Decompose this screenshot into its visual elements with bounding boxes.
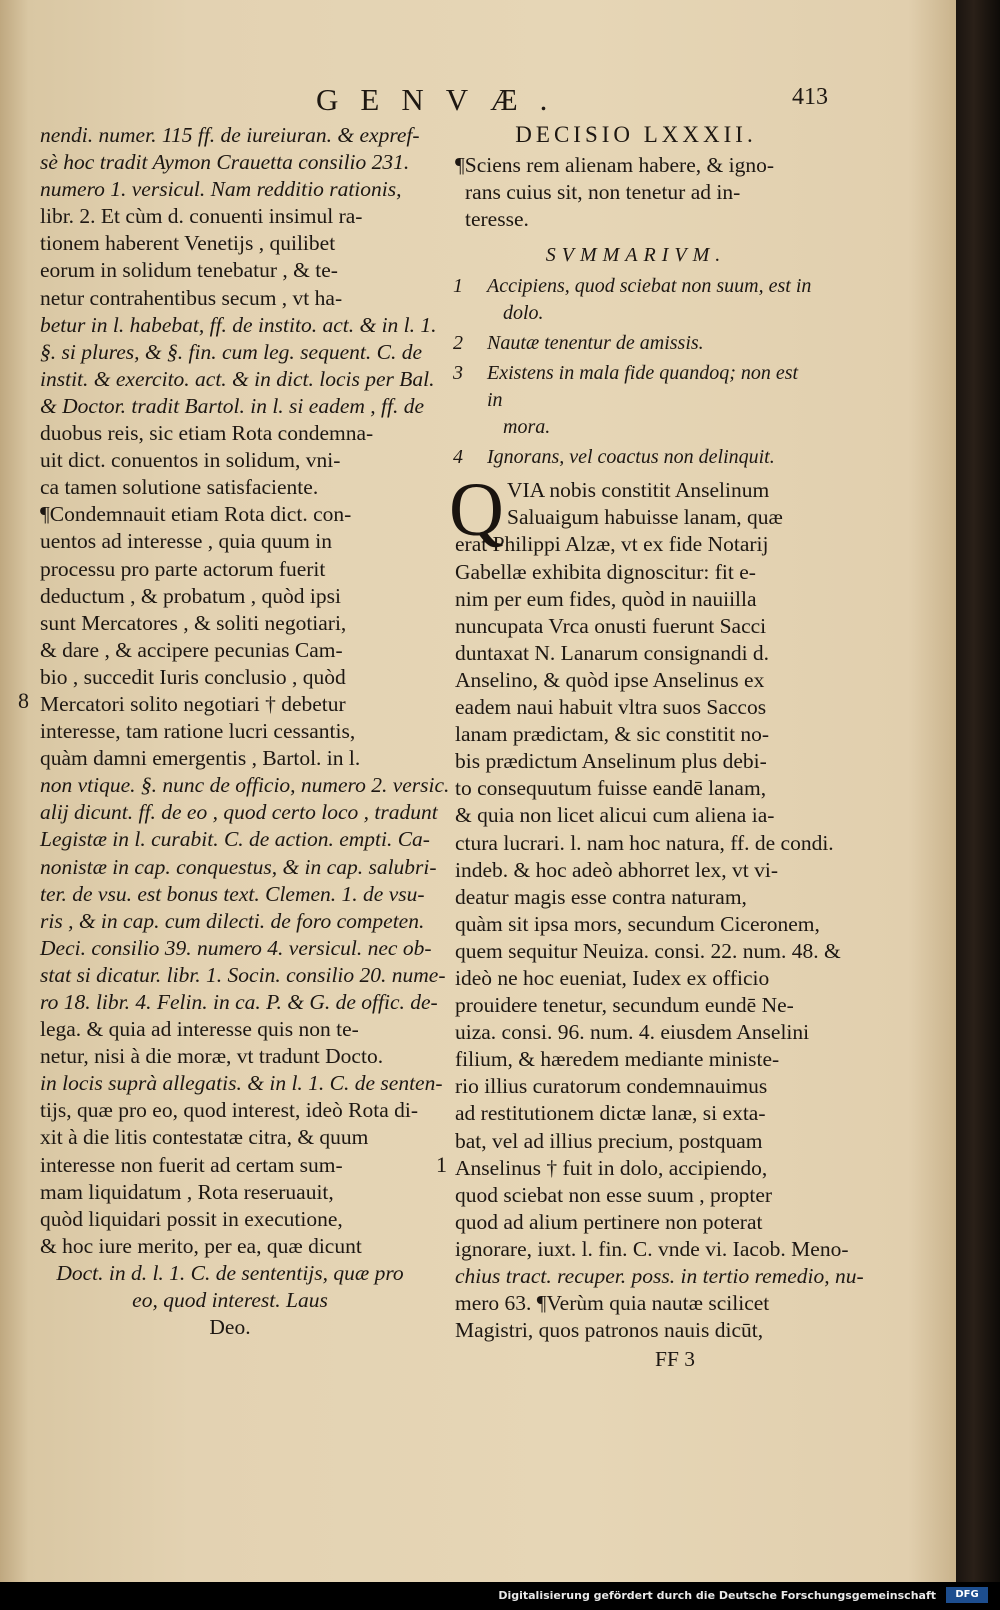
text-line: ro 18. libr. 4. Felin. in ca. P. & G. de offic. de- xyxy=(40,990,438,1014)
summarium-number: 3 xyxy=(453,362,463,385)
text-line: rans cuius sit, non tenetur ad in- xyxy=(465,180,741,205)
text-line: ad restitutionem dictæ lanæ, si exta- xyxy=(455,1101,766,1126)
text-line: bis prædictum Anselinum plus debi- xyxy=(455,749,767,774)
text-line: filium, & hæredem mediante ministe- xyxy=(455,1047,780,1072)
text-line: Deo. xyxy=(209,1315,251,1340)
text-line: chius tract. recuper. poss. in tertio remedio, nu- xyxy=(455,1264,864,1288)
text-line: & hoc iure merito, per ea, quæ dicunt xyxy=(40,1233,362,1258)
text-line: in locis suprà allegatis. & in l. 1. C. de senten- xyxy=(40,1071,443,1096)
text-line: netur contrahentibus secum , vt ha- xyxy=(40,285,343,310)
text-line: uentos ad interesse , quia quum in xyxy=(40,529,332,554)
footer-bar xyxy=(0,1582,1000,1610)
footer-credit: Digitalisierung gefördert durch die Deutsche Forschungsgemeinschaft xyxy=(498,1589,936,1602)
summarium-number: 2 xyxy=(453,332,463,355)
text-line: numero 1. versicul. Nam redditio rationis, xyxy=(40,177,402,202)
text-line: quàm damni emergentis , Bartol. in l. xyxy=(40,746,361,771)
text-line: netur, nisi à die moræ, vt tradunt Docto. xyxy=(40,1044,384,1069)
text-line: ca tamen solutione satisfaciente. xyxy=(40,475,319,500)
text-line: interesse non fuerit ad certam sum- xyxy=(40,1152,343,1177)
text-line: quod ad alium pertinere non poterat xyxy=(455,1209,763,1234)
margin-note-number: 8 xyxy=(18,688,29,713)
text-line: deatur magis esse contra naturam, xyxy=(455,884,747,909)
text-line: Anselinus † fuit in dolo, accipiendo, xyxy=(455,1155,768,1180)
text-line: non vtique. §. nunc de officio, numero 2. versic. xyxy=(40,773,450,798)
text-line: ¶Condemnauit etiam Rota dict. con- xyxy=(40,502,352,527)
text-line: tionem haberent Venetijs , quilibet xyxy=(40,231,336,256)
text-line: ¶Sciens rem alienam habere, & igno- xyxy=(455,153,774,177)
summarium-text: Existens in mala fide quandoq; non est in xyxy=(487,362,799,412)
signature-mark: FF 3 xyxy=(655,1347,696,1372)
text-line: & quia non licet alicui cum aliena ia- xyxy=(455,803,775,828)
text-line: nendi. numer. 115 ff. de iureiuran. & expref- xyxy=(40,123,420,147)
text-line: nim per eum fides, quòd in nauiilla xyxy=(455,586,757,611)
text-line: tijs, quæ pro eo, quod interest, ideò Rota di- xyxy=(40,1098,418,1123)
text-line: erat Philippi Alzæ, vt ex fide Notarij xyxy=(455,532,769,557)
page-header xyxy=(300,80,900,120)
text-line: Legistæ in l. curabit. C. de action. empti. Ca- xyxy=(40,827,430,852)
text-line: ctura lucrari. l. nam hoc natura, ff. de condi. xyxy=(455,830,834,855)
summarium-item xyxy=(455,273,817,327)
margin-note-number: 1 xyxy=(436,1152,447,1177)
text-line: nuncupata Vrca onusti fuerunt Sacci xyxy=(455,613,767,638)
text-line: mero 63. ¶Verùm quia nautæ scilicet xyxy=(455,1291,770,1316)
text-line: sunt Mercatores , & soliti negotiari, xyxy=(40,610,347,635)
text-line: quem sequitur Neuiza. consi. 22. num. 48. & xyxy=(455,938,841,963)
text-line: eorum in solidum tenebatur , & te- xyxy=(40,258,338,283)
text-line: eo, quod interest. Laus xyxy=(132,1288,328,1313)
dfg-logo: DFG xyxy=(946,1587,988,1603)
text-line: instit. & exercito. act. & in dict. locis per Bal. xyxy=(40,366,435,391)
page-number: 413 xyxy=(792,84,828,110)
text-line: uit dict. conuentos in solidum, vni- xyxy=(40,448,341,473)
text-line: libr. 2. Et cùm d. conuenti insimul ra- xyxy=(40,204,363,229)
text-line: ignorare, iuxt. l. fin. C. vnde vi. Iacob. Meno- xyxy=(455,1236,849,1261)
summarium-list xyxy=(455,273,817,471)
summarium-item xyxy=(455,444,817,471)
summarium-text: Accipiens, quod sciebat non suum, est in xyxy=(487,275,812,298)
text-line: uiza. consi. 96. num. 4. eiusdem Anselini xyxy=(455,1020,810,1045)
scan-edge xyxy=(956,0,1000,1582)
text-line: sè hoc tradit Aymon Crauetta consilio 231. xyxy=(40,150,410,175)
text-line: prouidere tenetur, secundum eundē Ne- xyxy=(455,993,794,1018)
text-line: & dare , & accipere pecunias Cam- xyxy=(40,637,343,662)
text-line: deductum , & probatum , quòd ipsi xyxy=(40,583,341,608)
text-line: bat, vel ad illius precium, postquam xyxy=(455,1128,763,1153)
text-line: Gabellæ exhibita dignoscitur: fit e- xyxy=(455,559,756,584)
text-line: mam liquidatum , Rota reseruauit, xyxy=(40,1179,334,1204)
text-line: duobus reis, sic etiam Rota condemna- xyxy=(40,421,374,446)
text-line: bio , succedit Iuris conclusio , quòd xyxy=(40,664,346,689)
summarium-text: mora. xyxy=(503,416,551,439)
text-line: alij dicunt. ff. de eo , quod certo loco , tradunt xyxy=(40,800,438,825)
text-line: indeb. & hoc adeò abhorret lex, vt vi- xyxy=(455,857,778,882)
text-line: §. si plures, & §. fin. cum leg. sequent. C. de xyxy=(40,339,422,364)
text-line: xit à die litis contestatæ citra, & quum xyxy=(40,1125,369,1150)
text-line: Anselino, & quòd ipse Anselinus ex xyxy=(455,667,765,692)
text-line: & Doctor. tradit Bartol. in l. si eadem , ff. de xyxy=(40,393,424,418)
text-line: to consequutum fuisse eandē lanam, xyxy=(455,776,767,801)
text-line: interesse, tam ratione lucri cessantis, xyxy=(40,719,356,744)
decision-body xyxy=(449,468,864,1344)
text-line: Deci. consilio 39. numero 4. versicul. nec ob- xyxy=(40,935,432,960)
text-line: stat si dicatur. libr. 1. Socin. consilio 20. nume- xyxy=(40,962,446,987)
summarium-text: Ignorans, vel coactus non delinquit. xyxy=(487,446,775,469)
running-title: GENVÆ. xyxy=(316,82,570,117)
text-line: ris , & in cap. cum dilecti. de foro competen. xyxy=(40,908,425,933)
summarium-number: 1 xyxy=(453,275,463,298)
text-line: teresse. xyxy=(465,207,529,232)
text-line: lanam prædictam, & sic constitit no- xyxy=(455,722,770,747)
drop-cap-initial: Q xyxy=(449,468,504,553)
summarium-item xyxy=(455,330,817,357)
text-line: Magistri, quos patronos nauis dicūt, xyxy=(455,1318,764,1343)
summarium-heading: SVMMARIVM. xyxy=(545,244,727,267)
text-line: betur in l. habebat, ff. de instito. act. & in l. 1. xyxy=(40,312,437,337)
summarium-item xyxy=(455,360,817,441)
text-line: rio illius curatorum condemnauimus xyxy=(455,1074,768,1099)
right-column xyxy=(449,118,864,1373)
summarium-text: dolo. xyxy=(503,302,544,325)
text-line: quòd liquidari possit in executione, xyxy=(40,1206,343,1231)
decision-summary xyxy=(455,152,817,233)
text-line: VIA nobis constitit Anselinum xyxy=(507,478,770,503)
text-line: Saluaigum habuisse lanam, quæ xyxy=(507,505,783,530)
text-line: duntaxat N. Lanarum consignandi d. xyxy=(455,640,770,665)
text-line: Mercatori solito negotiari † debetur xyxy=(40,691,346,716)
text-line: Doct. in d. l. 1. C. de sententijs, quæ pro xyxy=(56,1260,404,1285)
summarium-text: Nautæ tenentur de amissis. xyxy=(487,332,704,355)
text-line: nonistæ in cap. conquestus, & in cap. salubri- xyxy=(40,854,437,879)
decision-heading: DECISIO LXXXII. xyxy=(515,122,757,147)
text-line: quod sciebat non esse suum , propter xyxy=(455,1182,773,1207)
text-line: ter. de vsu. est bonus text. Clemen. 1. de vsu- xyxy=(40,881,425,906)
text-line: eadem naui habuit vltra suos Saccos xyxy=(455,695,767,720)
text-line: ideò ne hoc eueniat, Iudex ex officio xyxy=(455,965,770,990)
text-line: quàm sit ipsa mors, secundum Ciceronem, xyxy=(455,911,820,936)
text-line: processu pro parte actorum fuerit xyxy=(40,556,326,581)
text-line: lega. & quia ad interesse quis non te- xyxy=(40,1017,359,1042)
summarium-number: 4 xyxy=(453,446,463,469)
left-column xyxy=(40,122,450,1341)
